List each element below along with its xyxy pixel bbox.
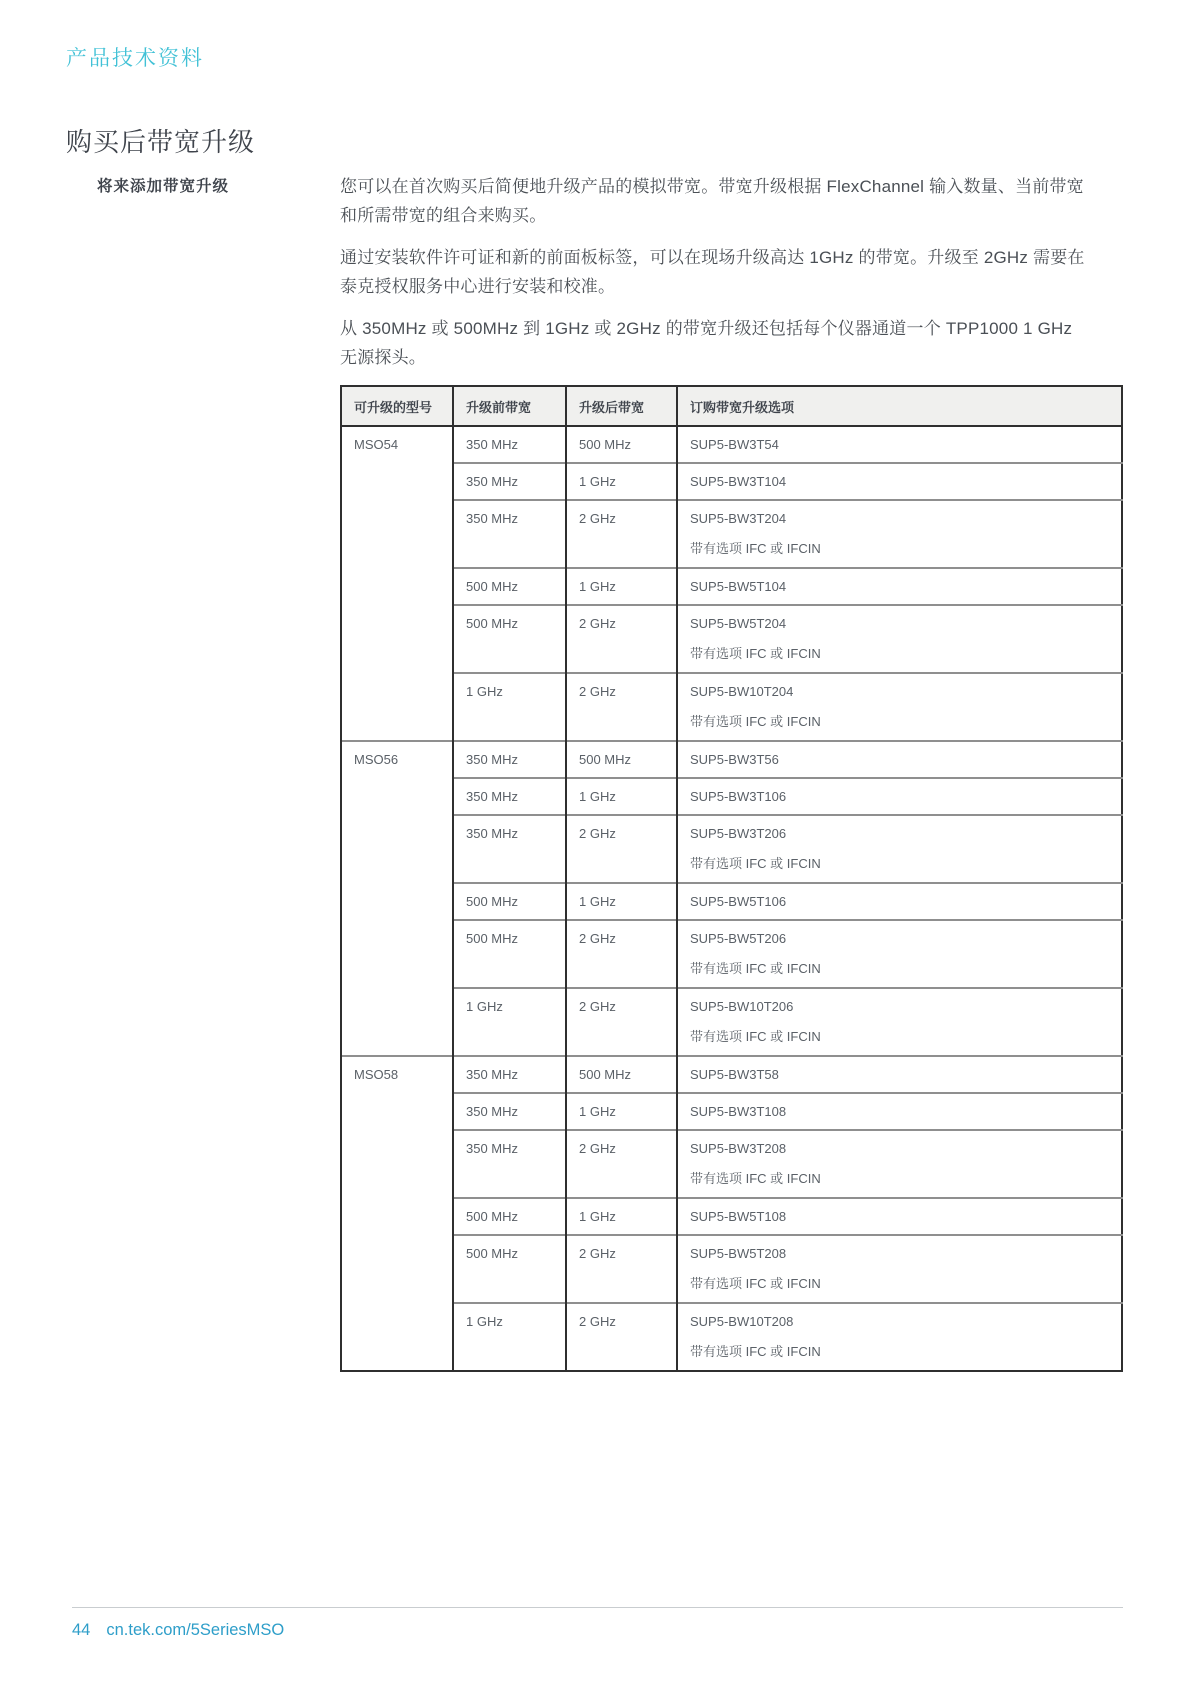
table-row (341, 463, 1122, 500)
order-option-cell (677, 778, 1122, 815)
option-note: 带有选项 IFC 或 IFCIN (690, 1029, 821, 1044)
table-row (341, 1130, 1122, 1198)
table-row (341, 568, 1122, 605)
table-row (341, 1235, 1122, 1303)
order-option-cell (677, 605, 1122, 673)
model-cell: MSO56 (341, 741, 453, 1056)
table-row (341, 815, 1122, 883)
option-note: 带有选项 IFC 或 IFCIN (690, 856, 821, 871)
order-option-cell (677, 500, 1122, 568)
bandwidth-after-cell: 500 MHz (566, 1056, 677, 1093)
option-code: SUP5-BW5T206 (690, 931, 787, 946)
option-code: SUP5-BW3T206 (690, 826, 787, 841)
table-row (341, 1093, 1122, 1130)
table-row (341, 426, 1122, 463)
bandwidth-after-cell: 2 GHz (566, 1235, 677, 1303)
order-option-cell (677, 1056, 1122, 1093)
bandwidth-before-cell: 350 MHz (453, 741, 566, 778)
bandwidth-before-cell: 500 MHz (453, 883, 566, 920)
bandwidth-after-cell: 1 GHz (566, 568, 677, 605)
option-note: 带有选项 IFC 或 IFCIN (690, 1344, 821, 1359)
option-code: SUP5-BW3T104 (690, 474, 787, 489)
bandwidth-upgrade-table (340, 385, 1123, 1372)
table-row (341, 1303, 1122, 1371)
option-note: 带有选项 IFC 或 IFCIN (690, 961, 821, 976)
option-code: SUP5-BW10T204 (690, 684, 794, 699)
option-code: SUP5-BW3T54 (690, 437, 779, 452)
order-option-cell (677, 741, 1122, 778)
bandwidth-before-cell: 500 MHz (453, 920, 566, 988)
order-option-cell (677, 673, 1122, 741)
bandwidth-before-cell: 500 MHz (453, 1198, 566, 1235)
bandwidth-after-cell: 2 GHz (566, 920, 677, 988)
option-code: SUP5-BW5T106 (690, 894, 787, 909)
bandwidth-before-cell: 500 MHz (453, 1235, 566, 1303)
col-header-model: 可升级的型号 (341, 386, 453, 426)
option-code: SUP5-BW10T206 (690, 999, 794, 1014)
model-cell: MSO58 (341, 1056, 453, 1371)
table-row (341, 988, 1122, 1056)
table-row (341, 883, 1122, 920)
option-code: SUP5-BW10T208 (690, 1314, 794, 1329)
bandwidth-after-cell: 2 GHz (566, 1130, 677, 1198)
table-row (341, 500, 1122, 568)
bandwidth-before-cell: 1 GHz (453, 988, 566, 1056)
option-code: SUP5-BW3T106 (690, 789, 787, 804)
bandwidth-before-cell: 500 MHz (453, 568, 566, 605)
bandwidth-before-cell: 350 MHz (453, 778, 566, 815)
bandwidth-before-cell: 1 GHz (453, 1303, 566, 1371)
order-option-cell (677, 988, 1122, 1056)
bandwidth-after-cell: 2 GHz (566, 988, 677, 1056)
table-row (341, 741, 1122, 778)
content-column (340, 172, 1123, 1372)
option-code: SUP5-BW5T104 (690, 579, 787, 594)
bandwidth-before-cell: 350 MHz (453, 426, 566, 463)
bandwidth-after-cell: 1 GHz (566, 1093, 677, 1130)
bandwidth-after-cell: 2 GHz (566, 605, 677, 673)
bandwidth-after-cell: 500 MHz (566, 741, 677, 778)
option-code: SUP5-BW5T108 (690, 1209, 787, 1224)
option-note: 带有选项 IFC 或 IFCIN (690, 1276, 821, 1291)
order-option-cell (677, 463, 1122, 500)
bandwidth-before-cell: 350 MHz (453, 1130, 566, 1198)
bandwidth-before-cell: 350 MHz (453, 815, 566, 883)
order-option-cell (677, 1198, 1122, 1235)
table-row (341, 778, 1122, 815)
bandwidth-after-cell: 2 GHz (566, 500, 677, 568)
option-note: 带有选项 IFC 或 IFCIN (690, 1171, 821, 1186)
paragraph-probe-included: 从 350MHz 或 500MHz 到 1GHz 或 2GHz 的带宽升级还包括每个仪器通道一个 TPP1000 1 GHz 无源探头。 (340, 319, 1073, 367)
option-code: SUP5-BW5T208 (690, 1246, 787, 1261)
side-heading: 将来添加带宽升级 (97, 178, 230, 195)
table-row (341, 605, 1122, 673)
order-option-cell (677, 883, 1122, 920)
option-code: SUP5-BW3T58 (690, 1067, 779, 1082)
col-header-bandwidth-after: 升级后带宽 (566, 386, 677, 426)
bandwidth-after-cell: 500 MHz (566, 426, 677, 463)
order-option-cell (677, 815, 1122, 883)
bandwidth-after-cell: 1 GHz (566, 1198, 677, 1235)
bandwidth-after-cell: 1 GHz (566, 883, 677, 920)
bandwidth-after-cell: 1 GHz (566, 778, 677, 815)
bandwidth-before-cell: 1 GHz (453, 673, 566, 741)
bandwidth-after-cell: 2 GHz (566, 1303, 677, 1371)
option-code: SUP5-BW3T108 (690, 1104, 787, 1119)
order-option-cell (677, 1235, 1122, 1303)
paragraph-intro: 您可以在首次购买后简便地升级产品的模拟带宽。带宽升级根据 FlexChannel 输入数量、当前带宽和所需带宽的组合来购买。 (340, 177, 1084, 225)
bandwidth-after-cell: 2 GHz (566, 673, 677, 741)
option-code: SUP5-BW3T56 (690, 752, 779, 767)
table-row (341, 673, 1122, 741)
model-cell: MSO54 (341, 426, 453, 741)
paragraph-field-upgrade: 通过安装软件许可证和新的前面板标签，可以在现场升级高达 1GHz 的带宽。升级至 2GHz 需要在泰克授权服务中心进行安装和校准。 (340, 248, 1085, 296)
bandwidth-before-cell: 350 MHz (453, 1093, 566, 1130)
order-option-cell (677, 1093, 1122, 1130)
table-row (341, 1198, 1122, 1235)
option-note: 带有选项 IFC 或 IFCIN (690, 646, 821, 661)
col-header-bandwidth-before: 升级前带宽 (453, 386, 566, 426)
table-header-row (341, 386, 1122, 426)
bandwidth-before-cell: 500 MHz (453, 605, 566, 673)
option-note: 带有选项 IFC 或 IFCIN (690, 714, 821, 729)
order-option-cell (677, 426, 1122, 463)
table-row (341, 920, 1122, 988)
page-number: 44 (72, 1621, 91, 1639)
footer-url-link[interactable]: cn.tek.com/5SeriesMSO (106, 1621, 285, 1639)
bandwidth-before-cell: 350 MHz (453, 1056, 566, 1093)
bandwidth-before-cell: 350 MHz (453, 500, 566, 568)
upgrade-table-body (341, 426, 1122, 1371)
bandwidth-after-cell: 1 GHz (566, 463, 677, 500)
col-header-order-option: 订购带宽升级选项 (677, 386, 1122, 426)
order-option-cell (677, 568, 1122, 605)
order-option-cell (677, 1303, 1122, 1371)
page-footer (72, 1607, 1123, 1640)
page-title: 购买后带宽升级 (66, 127, 256, 157)
bandwidth-before-cell: 350 MHz (453, 463, 566, 500)
order-option-cell (677, 920, 1122, 988)
table-row (341, 1056, 1122, 1093)
order-option-cell (677, 1130, 1122, 1198)
option-code: SUP5-BW5T204 (690, 616, 787, 631)
option-code: SUP5-BW3T204 (690, 511, 787, 526)
option-code: SUP5-BW3T208 (690, 1141, 787, 1156)
option-note: 带有选项 IFC 或 IFCIN (690, 541, 821, 556)
doc-type-label: 产品技术资料 (66, 47, 204, 70)
bandwidth-after-cell: 2 GHz (566, 815, 677, 883)
